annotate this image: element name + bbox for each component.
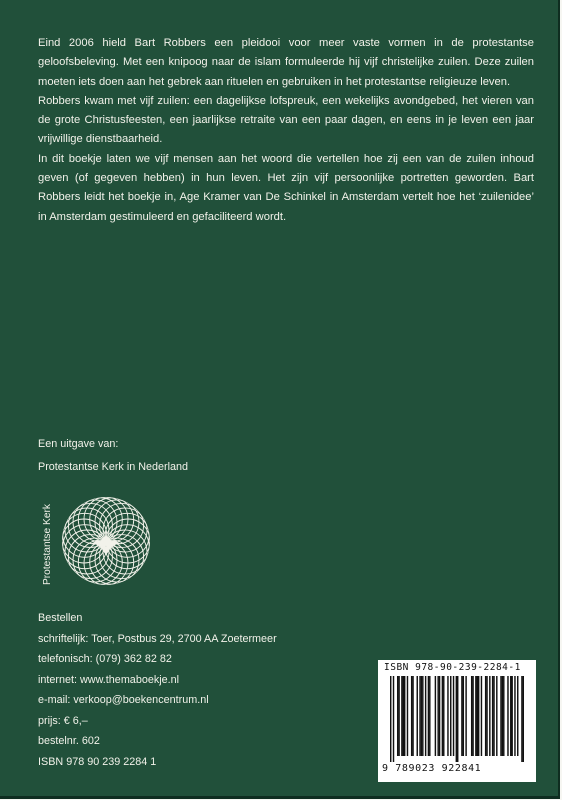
barcode-bar [453,676,454,756]
barcode-bar [421,676,422,756]
barcode-bar [401,676,402,756]
barcode-bar [442,676,443,756]
barcode-bar [465,676,466,756]
barcode-bar [390,676,391,762]
barcode-isbn-label: ISBN 978-90-239-2284-1 [384,662,521,673]
barcode-bar [439,676,440,756]
barcode-bar [403,676,404,756]
order-number: bestelnr. 602 [38,735,100,747]
barcode-bar [517,676,518,756]
barcode-bar [404,676,405,756]
blurb-paragraph-3: In dit boekje laten we vijf mensen aan het woord die vertellen hoe zij een van de zuilen inhoud geven (of gegeven hebben) in hun leven. Het zijn vijf persoonlijke portretten geworden. Bart Robbers leidt het boekje in, Age Kramer van De Schinkel in Amsterdam vertelt hoe het ‘zuilenidee’ in Amsterdam gestimuleerd en gefaciliteerd wordt. [38,152,534,223]
barcode-bar [407,676,408,756]
publisher-label: Een uitgave van: [38,438,119,450]
barcode-digits: 9 789023 922841 [382,763,482,774]
barcode-bar [463,676,464,756]
order-info [38,608,277,772]
barcode-bar [471,676,472,756]
barcode-box [378,660,536,782]
order-website-link[interactable]: internet: www.themaboekje.nl [38,673,180,686]
barcode-bar [450,676,451,756]
barcode-bar [502,676,503,756]
rosette-dove-icon [60,495,152,587]
barcode-bar [493,676,494,756]
barcode-bar [523,676,524,762]
order-email-link[interactable]: e-mail: verkoop@boekencentrum.nl [38,694,209,706]
barcode-bar [485,676,486,756]
barcode-bar [461,676,462,756]
barcode-bar [398,676,399,756]
barcode-bar [429,676,430,756]
blurb-paragraph-2: Robbers kwam met vijf zuilen: een dagelijkse lofspreuk, een wekelijks avondgebed, het vieren van de grote Christusfeesten, een jaarlijkse retraite van een paar dagen, en eens in je leven een jaar vrijwillige dienstbaarheid. [38,94,534,146]
barcode-bar [481,676,482,756]
barcode-bar [457,676,458,762]
barcode-bar [422,676,423,756]
barcode-bar [411,676,412,756]
barcode-bar [478,676,479,756]
barcode-bar [511,676,512,756]
barcode-bar [419,676,420,756]
barcode-bar [507,676,508,756]
barcode-bar [425,676,426,756]
logo-vertical-text: Protestantse Kerk [42,504,53,585]
barcode-bar [503,676,504,756]
barcode-bar [447,676,448,756]
barcode-bar [500,676,501,756]
barcode-bar [492,676,493,756]
barcode-bar [412,676,413,756]
barcode-bar [456,676,457,762]
barcode-bar [437,676,438,756]
barcode-bar [472,676,473,756]
barcode-bar [397,676,398,756]
order-isbn: ISBN 978 90 239 2284 1 [38,755,157,768]
barcode-bar [475,676,476,756]
barcode-bar [393,676,394,762]
barcode-bar [510,676,511,756]
barcode-bar [514,676,515,756]
blurb-paragraph-1: Eind 2006 hield Bart Robbers een pleidooi voor meer vaste vormen in de protestantse geloofsbeleving. Met een knipoog naar de islam formuleerde hij vijf christelijke zuilen. Deze zuilen moeten iets doen aan het gebrek aan rituelen en gebruiken in het protestantse religieuze leven. [38,37,534,88]
order-heading: Bestellen [38,612,83,624]
order-phone: telefonisch: (079) 362 82 82 [38,653,172,665]
barcode-bar [428,676,429,756]
barcode-bar [521,676,522,762]
barcode-bar [417,676,418,756]
barcode-bar [486,676,487,756]
order-postal: schriftelijk: Toer, Postbus 29, 2700 AA Zoetermeer [38,632,277,645]
publisher-name: Protestantse Kerk in Nederland [38,461,189,473]
barcode-bar [435,676,436,756]
barcode-bar [496,676,497,756]
publisher-logo [38,493,148,593]
blurb-text [38,34,534,227]
barcode-bars [390,676,524,762]
order-price: prijs: € 6,– [38,714,88,727]
barcode-bar [489,676,490,756]
barcode-bar [477,676,478,756]
barcode-bar [443,676,444,756]
